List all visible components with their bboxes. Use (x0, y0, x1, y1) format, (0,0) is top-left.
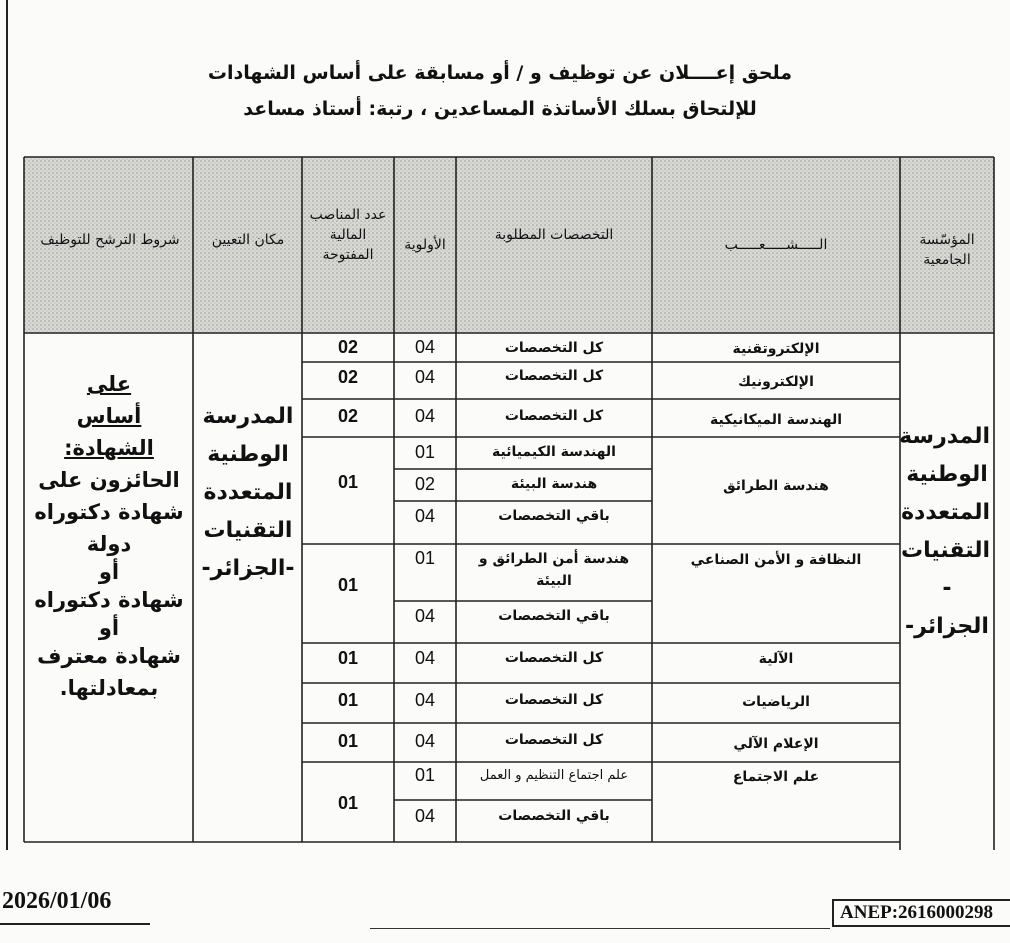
conditions-or: أو (98, 616, 120, 640)
specialty-cell: باقي التخصصات (498, 508, 610, 524)
branch-cell: هندسة الطرائق (723, 478, 829, 494)
branch-cell: الإعلام الآلي (733, 736, 819, 752)
divider (0, 923, 150, 925)
conditions-or: أو (98, 560, 120, 584)
specialty-cell: كل التخصصات (504, 732, 604, 748)
header-specialties: التخصصات المطلوبة (494, 227, 614, 243)
priority-value: 01 (414, 442, 436, 462)
priority-value: 04 (414, 506, 436, 526)
specialty-cell: كل التخصصات (504, 650, 604, 666)
specialty-cell: كل التخصصات (504, 692, 604, 708)
conditions-block (28, 368, 190, 704)
specialty-cell: الهندسة الكيميائية (492, 444, 616, 460)
anep-reference: ANEP:2616000298 (832, 899, 1010, 927)
specialty-cell: هندسة أمن الطرائق و البيئة (478, 551, 630, 589)
conditions-doctorate-state: الحائزون على شهادة دكتوراه دولة (34, 468, 184, 556)
posts-value: 02 (337, 337, 359, 357)
specialty-cell: كل التخصصات (504, 368, 604, 384)
posts-value: 01 (337, 793, 359, 813)
priority-value: 04 (414, 806, 436, 826)
priority-value: 04 (414, 690, 436, 710)
branch-cell: الرياضيات (742, 694, 810, 710)
priority-value: 02 (414, 474, 436, 494)
posts-value: 01 (337, 690, 359, 710)
posts-value: 02 (337, 367, 359, 387)
priority-value: 04 (414, 731, 436, 751)
specialty-cell: علم اجتماع التنظيم و العمل (479, 767, 629, 783)
conditions-basis: على أساس الشهادة: (64, 372, 154, 460)
header-posts: عدد المناصب المالية المفتوحة (309, 207, 387, 263)
divider (370, 928, 830, 929)
branch-cell: الإلكتروتقنية (732, 341, 820, 357)
specialty-cell: كل التخصصات (504, 408, 604, 424)
priority-value: 04 (414, 648, 436, 668)
branch-cell: الآلية (758, 651, 794, 667)
header-institution: المؤسّسة الجامعية (919, 232, 975, 268)
posts-value: 01 (337, 575, 359, 595)
posts-value: 02 (337, 406, 359, 426)
publication-date: 2026/01/06 (2, 888, 112, 914)
header-location: مكان التعيين (211, 232, 285, 248)
priority-value: 04 (414, 606, 436, 626)
header-branches: الـــــشـــــعـــــب (724, 237, 828, 253)
priority-value: 01 (414, 548, 436, 568)
specialty-cell: هندسة البيئة (510, 476, 598, 492)
posts-value: 01 (337, 472, 359, 492)
specialty-cell: كل التخصصات (504, 340, 604, 356)
specialty-cell: باقي التخصصات (498, 808, 610, 824)
branch-cell: الهندسة الميكانيكية (709, 412, 843, 428)
priority-value: 04 (414, 406, 436, 426)
posts-value: 01 (337, 731, 359, 751)
header-conditions: شروط الترشح للتوظيف (40, 232, 180, 248)
priority-value: 01 (414, 765, 436, 785)
priority-value: 04 (414, 367, 436, 387)
location-name: المدرسة الوطنية المتعددة التقنيات -الجزائر- (201, 404, 295, 581)
branch-cell: النظافة و الأمن الصناعي (690, 552, 862, 568)
announcement-subtitle: للإلتحاق بسلك الأساتذة المساعدين ، رتبة: أستاذ مساعد (243, 98, 757, 120)
conditions-doctorate: شهادة دكتوراه (34, 588, 184, 612)
institution-name: المدرسة الوطنية المتعددة التقنيات - الجزائر- (899, 424, 990, 639)
header-priority: الأولوية (404, 237, 446, 253)
priority-value: 04 (414, 337, 436, 357)
branch-cell: الإلكترونيك (738, 374, 814, 390)
conditions-equivalent: شهادة معترف بمعادلتها. (37, 644, 181, 700)
specialty-cell: باقي التخصصات (498, 608, 610, 624)
announcement-title: ملحق إعــــلان عن توظيف و / أو مسابقة على أساس الشهادات (207, 62, 793, 84)
posts-value: 01 (337, 648, 359, 668)
branch-cell: علم الاجتماع (732, 769, 820, 785)
